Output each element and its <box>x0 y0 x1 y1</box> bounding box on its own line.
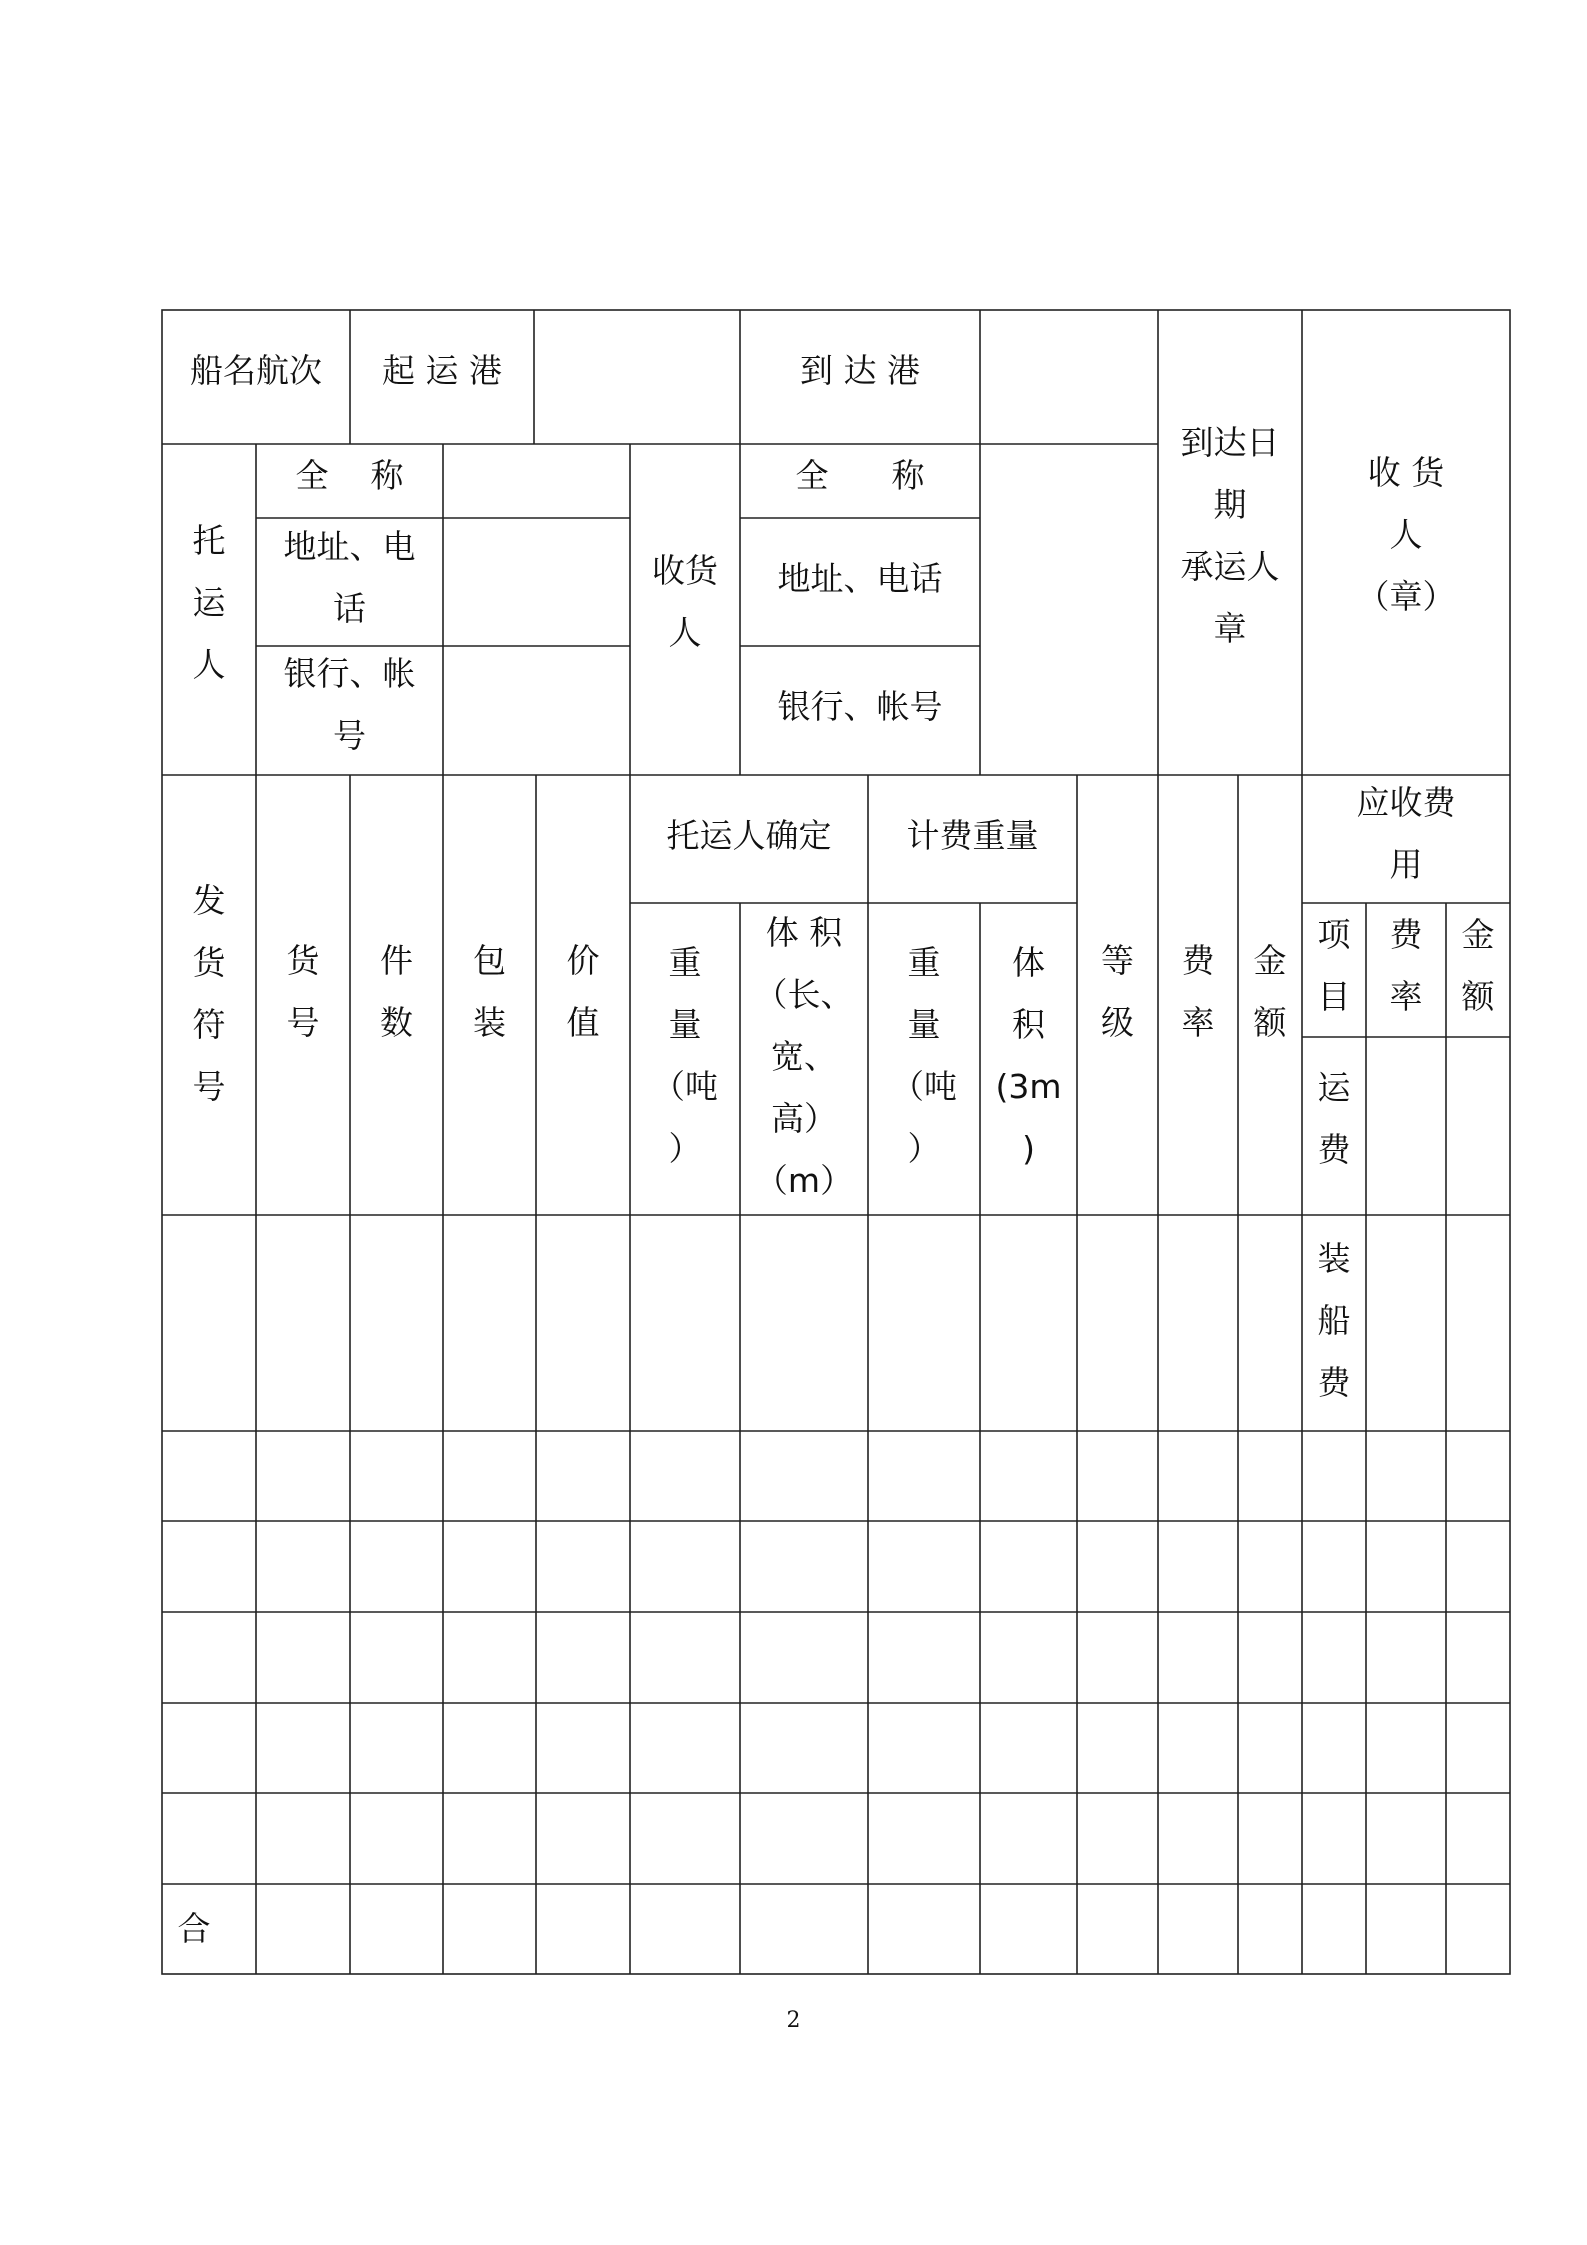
fee-amount-header: 金 额 <box>1461 915 1495 1016</box>
shipper-bank-account-label: 银行、帐 号 <box>283 654 416 755</box>
total-label: 合 <box>177 1909 211 1948</box>
goods-no-header: 货 号 <box>286 941 320 1042</box>
departure-port-label: 起 运 港 <box>382 351 502 390</box>
consignee-label: 收货 人 <box>652 551 718 652</box>
shipper-full-name-label: 全 称 <box>295 456 404 495</box>
weight-tons-header-2: 重 量 （吨 ） <box>891 943 957 1168</box>
consignee-address-phone-label: 地址、电话 <box>777 559 943 598</box>
loading-fee-label: 装 船 费 <box>1317 1239 1351 1402</box>
volume-3m-header: 体 积 (3m ) <box>995 943 1062 1168</box>
shipper-label: 托 运 人 <box>192 521 226 684</box>
amount-header: 金 额 <box>1253 941 1287 1042</box>
consignee-bank-account-label: 银行、帐号 <box>777 687 943 726</box>
freight-label: 运 费 <box>1317 1068 1351 1169</box>
shipping-mark-header: 发 货 符 号 <box>192 881 226 1106</box>
packing-header: 包 装 <box>473 941 506 1042</box>
shipper-address-phone-label: 地址、电 话 <box>283 527 416 628</box>
weight-tons-header-1: 重 量 （吨 ） <box>652 943 718 1168</box>
consignee-full-name-label: 全 称 <box>795 456 925 495</box>
page-number: 2 <box>786 2008 801 2033</box>
receivable-fees-header: 应收费 用 <box>1356 783 1456 884</box>
ship-voyage-label: 船名航次 <box>190 351 322 390</box>
volume-lwh-header: 体 积 （长、 宽、 高） （m） <box>754 913 854 1200</box>
grade-header: 等 级 <box>1101 941 1134 1042</box>
arrival-port-label: 到 达 港 <box>800 351 920 390</box>
value-header: 价 值 <box>566 941 600 1042</box>
consignee-seal-label: 收 货 人 （章） <box>1356 453 1456 616</box>
arrival-date-carrier-seal-label: 到达日 期 承运人 章 <box>1180 423 1280 648</box>
pieces-header: 件 数 <box>380 941 413 1042</box>
fee-item-header: 项 目 <box>1317 915 1351 1016</box>
rate-header: 费 率 <box>1181 941 1215 1042</box>
shipper-confirmed-header: 托运人确定 <box>666 816 832 855</box>
chargeable-weight-header: 计费重量 <box>906 816 1039 855</box>
fee-rate-header: 费 率 <box>1389 915 1423 1016</box>
